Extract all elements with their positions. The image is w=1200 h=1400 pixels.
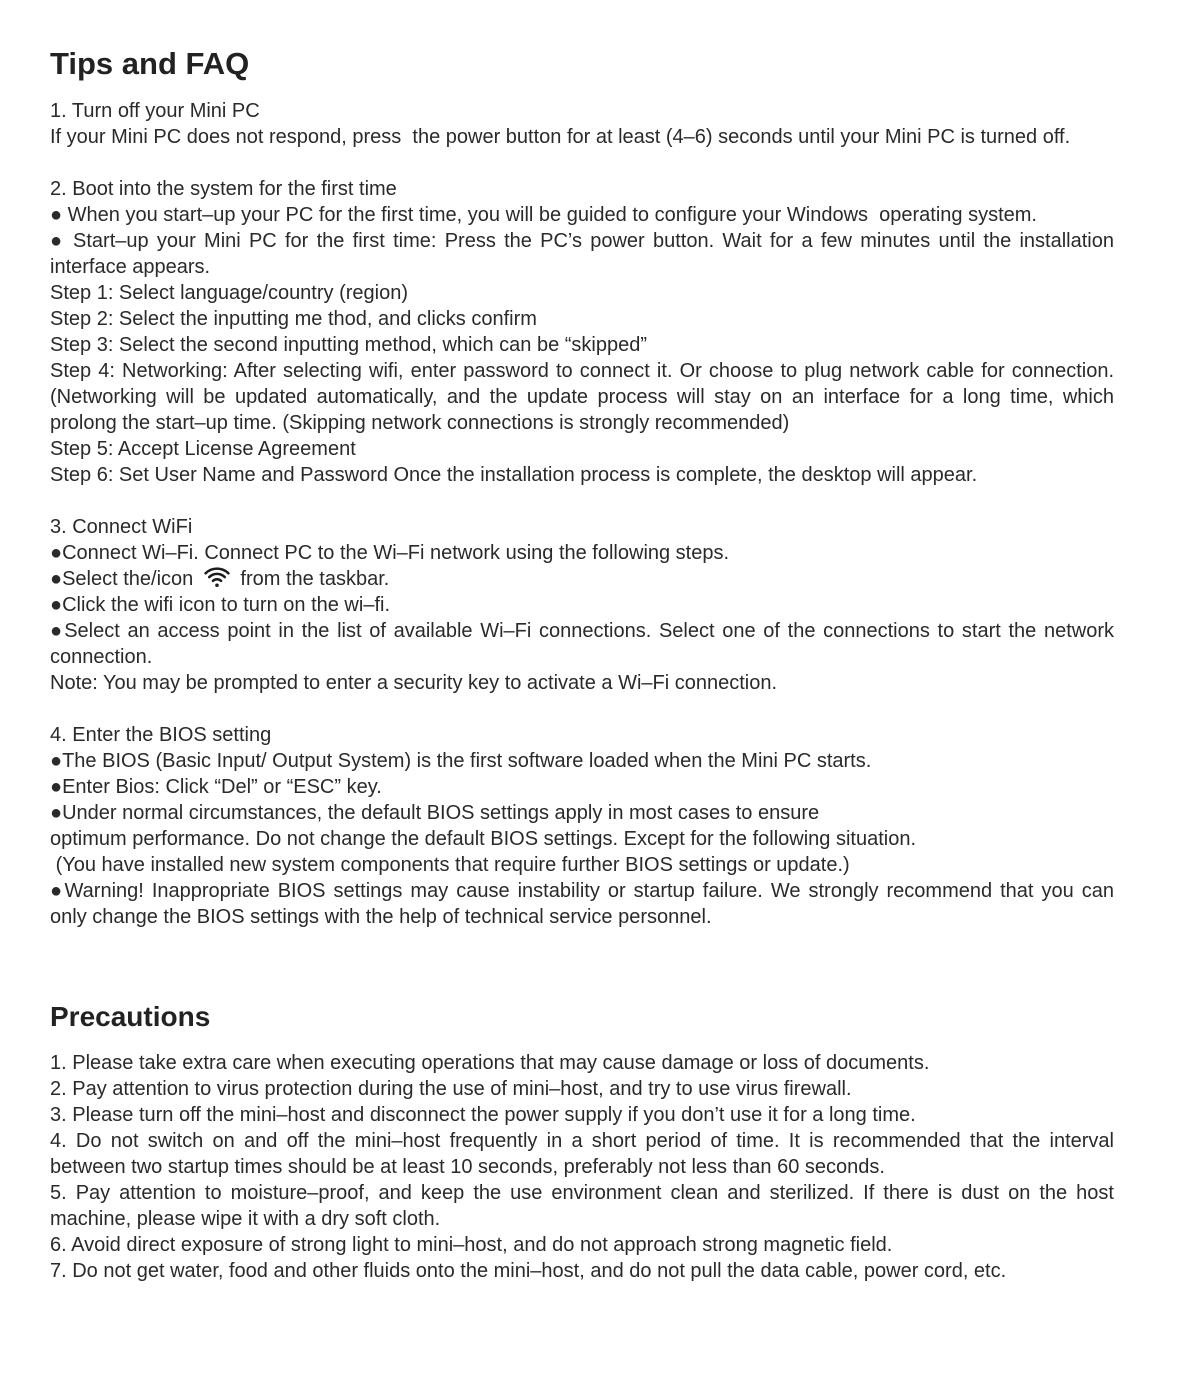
section-connect-wifi (50, 514, 1120, 696)
precaution-item-1: 1. Please take extra care when executing operations that may cause damage or loss of documents. (50, 1052, 930, 1074)
section2-step2: Step 2: Select the inputting me thod, and clicks confirm (50, 308, 537, 330)
tips-faq-title: Tips and FAQ (50, 46, 250, 81)
section3-bullet-select-icon-post: from the taskbar. (234, 568, 390, 590)
precaution-item-5: 5. Pay attention to moisture–proof, and keep the use environment clean and sterilized. If there is dust on the host machine, please wipe it with a dry soft cloth. (50, 1182, 1120, 1230)
section1-heading: 1. Turn off your Mini PC (50, 100, 260, 122)
section4-bullet-default-line3: (You have installed new system components that require further BIOS settings or update.) (50, 854, 850, 876)
section2-bullet-startup: ● Start–up your Mini PC for the first time: Press the PC’s power button. Wait for a few minutes until the installation interface appears. (50, 230, 1120, 278)
precaution-item-2: 2. Pay attention to virus protection during the use of mini–host, and try to use virus firewall. (50, 1078, 852, 1100)
section2-step6: Step 6: Set User Name and Password Once the installation process is complete, the desktop will appear. (50, 464, 978, 486)
section4-bullet-warning: ●Warning! Inappropriate BIOS settings may cause instability or startup failure. We strongly recommend that you can only change the BIOS settings with the help of technical service personnel. (50, 880, 1120, 928)
section3-heading: 3. Connect WiFi (50, 516, 193, 538)
section2-step4: Step 4: Networking: After selecting wifi, enter password to connect it. Or choose to plug network cable for connection. (Networking will be updated automatically, and the update process will stay on an interface for a long time, which prolong the start–up time. (Skipping network connections is strongly recommended) (50, 360, 1120, 434)
section-bios-setting (50, 722, 1120, 930)
precaution-item-4: 4. Do not switch on and off the mini–host frequently in a short period of time. It is recommended that the interval between two startup times should be at least 10 seconds, preferably not less than 60 seconds. (50, 1130, 1120, 1178)
section3-bullet-select-icon-pre: ●Select the/icon (50, 568, 199, 590)
section1-body: If your Mini PC does not respond, press the power button for at least (4–6) seconds until your Mini PC is turned off. (50, 126, 1071, 148)
precaution-item-7: 7. Do not get water, food and other fluids onto the mini–host, and do not pull the data cable, power cord, etc. (50, 1260, 1007, 1282)
section-turn-off (50, 98, 1114, 150)
section-boot-first-time (50, 176, 1120, 488)
section2-step5: Step 5: Accept License Agreement (50, 438, 356, 460)
precaution-item-6: 6. Avoid direct exposure of strong light to mini–host, and do not approach strong magnetic field. (50, 1234, 893, 1256)
section4-bullet-default-line2: optimum performance. Do not change the default BIOS settings. Except for the following situation. (50, 828, 917, 850)
section4-heading: 4. Enter the BIOS setting (50, 724, 272, 746)
section3-bullet-select-icon (50, 566, 1114, 592)
section3-note: Note: You may be prompted to enter a security key to activate a Wi–Fi connection. (50, 672, 778, 694)
section2-step3: Step 3: Select the second inputting method, which can be “skipped” (50, 334, 648, 356)
section3-bullet-click-wifi: ●Click the wifi icon to turn on the wi–fi. (50, 594, 390, 616)
section4-bullet-enter-bios: ●Enter Bios: Click “Del” or “ESC” key. (50, 776, 382, 798)
section3-bullet-connect: ●Connect Wi–Fi. Connect PC to the Wi–Fi network using the following steps. (50, 542, 730, 564)
section4-bullet-default-line1: ●Under normal circumstances, the default BIOS settings apply in most cases to ensure (50, 802, 820, 824)
section2-step1: Step 1: Select language/country (region) (50, 282, 408, 304)
wifi-icon (202, 567, 232, 588)
section2-bullet-windows-config: ● When you start–up your PC for the first time, you will be guided to configure your Windows operating system. (50, 204, 1037, 226)
section4-bullet-bios-def: ●The BIOS (Basic Input/ Output System) is the first software loaded when the Mini PC starts. (50, 750, 872, 772)
section3-bullet-access-point: ●Select an access point in the list of available Wi–Fi connections. Select one of the connections to start the network connection. (50, 620, 1120, 668)
precautions-title: Precautions (50, 1001, 211, 1032)
section-precautions (50, 1000, 1120, 1284)
section2-heading: 2. Boot into the system for the first time (50, 178, 397, 200)
precaution-item-3: 3. Please turn off the mini–host and disconnect the power supply if you don’t use it for a long time. (50, 1104, 916, 1126)
